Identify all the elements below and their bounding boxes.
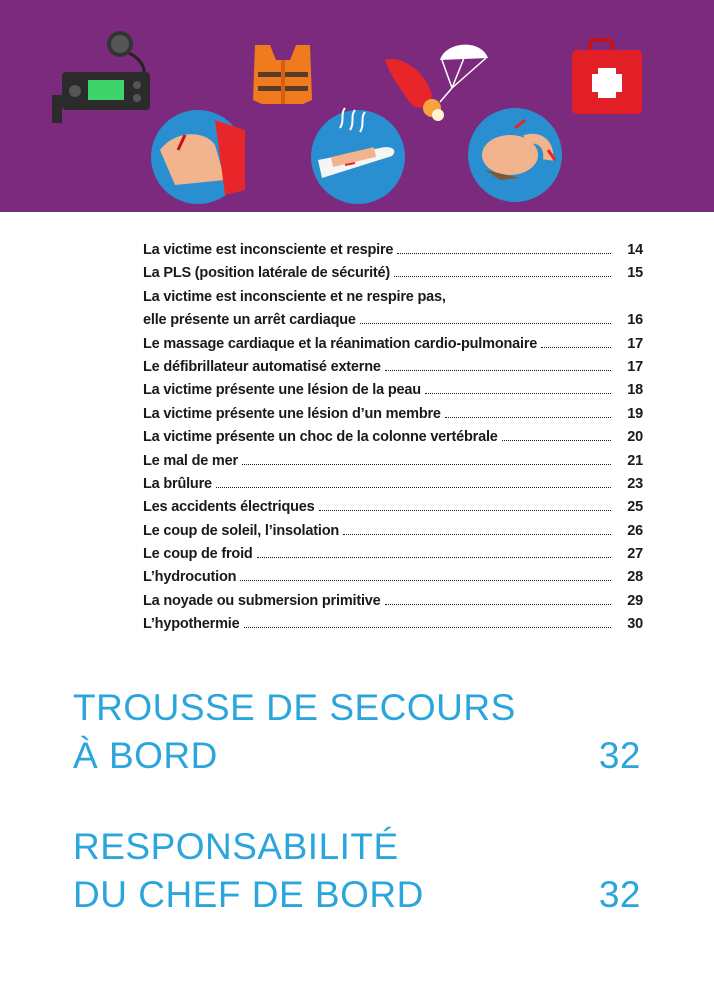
toc-entry[interactable]: [143, 289, 643, 312]
section-page-number: 32: [598, 735, 641, 776]
toc-entry[interactable]: [143, 359, 643, 382]
toc-leader-dots: [242, 464, 611, 465]
toc-entry[interactable]: [143, 499, 643, 522]
toc-entry-page: 21: [627, 452, 643, 469]
toc-entry-title: La PLS (position latérale de sécurité): [143, 265, 391, 282]
toc-leader-dots: [445, 417, 611, 418]
toc-leader-dots: [425, 393, 611, 394]
toc-leader-dots: [541, 347, 611, 348]
toc-entry-page: 16: [627, 312, 643, 329]
burned-arm-icon: [311, 108, 405, 204]
toc-entry-title: La victime est inconsciente et respire: [143, 242, 394, 258]
toc-entry[interactable]: [143, 593, 643, 616]
toc-leader-dots: [319, 510, 612, 511]
toc-leader-dots: [216, 487, 611, 488]
toc-leader-dots: [397, 253, 611, 254]
toc-leader-dots: [385, 604, 611, 605]
toc-entry-page: 26: [627, 522, 643, 539]
toc-entry[interactable]: [143, 453, 643, 476]
toc-entry[interactable]: [143, 382, 643, 405]
section-page-number: 32: [598, 874, 641, 915]
toc-entry-title: L’hypothermie: [143, 616, 240, 633]
table-of-contents: [143, 242, 643, 640]
toc-entry-title: La victime présente une lésion de la peau: [143, 382, 421, 399]
illustration-banner: [0, 0, 714, 212]
section-title-line: TROUSSE DE SECOURS: [73, 687, 516, 728]
toc-entry-page: 18: [627, 382, 643, 399]
toc-entry-page: 17: [627, 335, 643, 352]
head-injury-icon: [468, 108, 562, 202]
toc-leader-dots: [360, 323, 611, 324]
toc-leader-dots: [385, 370, 611, 371]
toc-entry-page: 27: [627, 546, 643, 563]
toc-entry-title: L’hydrocution: [143, 569, 237, 586]
toc-entry-page: 25: [627, 499, 643, 516]
toc-leader-dots: [240, 580, 611, 581]
toc-entry[interactable]: [143, 312, 643, 335]
toc-entry-title: La victime présente une lésion d’un membre: [143, 405, 441, 422]
toc-entry-title: Le mal de mer: [143, 452, 238, 469]
toc-entry-title: Le coup de froid: [143, 546, 253, 563]
toc-entry-page: 15: [627, 265, 643, 282]
toc-entry[interactable]: [143, 569, 643, 592]
toc-entry-title: La brûlure: [143, 475, 212, 492]
toc-entry[interactable]: [143, 429, 643, 452]
section-title-line: À BORD: [73, 735, 218, 776]
toc-leader-dots: [244, 627, 612, 628]
section-first-aid-kit[interactable]: [73, 684, 643, 780]
chest-injury-icon: [151, 110, 245, 204]
toc-entry-title: Les accidents électriques: [143, 499, 315, 516]
toc-entry[interactable]: [143, 265, 643, 288]
toc-entry[interactable]: [143, 523, 643, 546]
section-title-line: DU CHEF DE BORD: [73, 874, 424, 915]
toc-entry[interactable]: [143, 406, 643, 429]
toc-entry-title: Le défibrillateur automatisé externe: [143, 358, 381, 375]
toc-entry-title: elle présente un arrêt cardiaque: [143, 312, 356, 329]
toc-leader-dots: [257, 557, 611, 558]
distress-flare-icon: [385, 45, 488, 121]
toc-leader-dots: [502, 440, 611, 441]
life-jacket-icon: [253, 45, 312, 104]
toc-entry-title: La victime présente un choc de la colonne vertébrale: [143, 429, 498, 446]
toc-entry[interactable]: [143, 546, 643, 569]
toc-entry-page: 28: [627, 569, 643, 586]
toc-entry[interactable]: [143, 242, 643, 265]
toc-entry-page: 19: [627, 405, 643, 422]
first-aid-kit-icon: [572, 40, 642, 114]
toc-entry-page: 23: [627, 475, 643, 492]
toc-entry-title: Le massage cardiaque et la réanimation cardio-pulmonaire: [143, 335, 538, 352]
toc-entry-page: 30: [627, 616, 643, 633]
toc-entry-page: 14: [627, 242, 643, 258]
toc-entry[interactable]: [143, 336, 643, 359]
toc-entry-page: 17: [627, 358, 643, 375]
toc-entry[interactable]: [143, 616, 643, 639]
section-title-line: RESPONSABILITÉ: [73, 826, 399, 867]
toc-entry-title: La victime est inconsciente et ne respire pas,: [143, 288, 446, 305]
section-skipper-responsibility[interactable]: [73, 823, 643, 919]
toc-entry-page: 20: [627, 429, 643, 446]
toc-entry-title: Le coup de soleil, l’insolation: [143, 522, 340, 539]
toc-entry-page: 29: [627, 592, 643, 609]
toc-entry[interactable]: [143, 476, 643, 499]
toc-leader-dots: [394, 276, 611, 277]
vhf-radio-icon: [52, 31, 150, 123]
toc-leader-dots: [343, 534, 611, 535]
toc-entry-title: La noyade ou submersion primitive: [143, 592, 381, 609]
